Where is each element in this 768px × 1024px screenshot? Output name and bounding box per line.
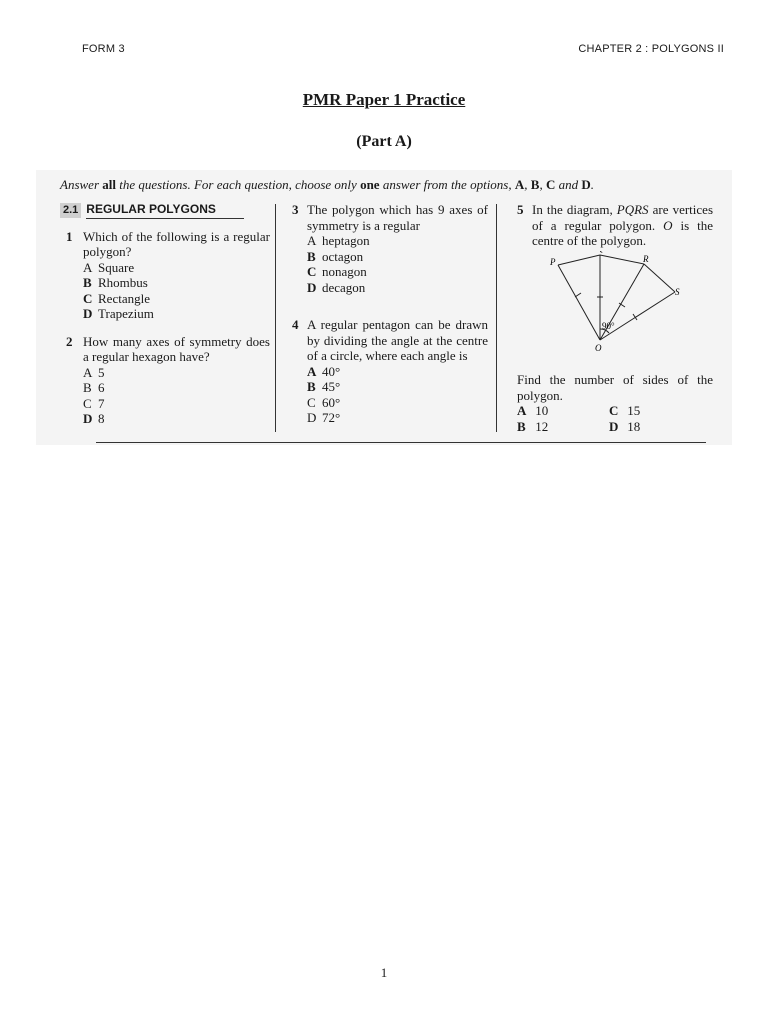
option-letter: D bbox=[83, 306, 93, 321]
column-1 bbox=[60, 202, 270, 427]
option-a[interactable] bbox=[517, 403, 609, 419]
question-5 bbox=[517, 202, 713, 249]
question-4 bbox=[292, 317, 488, 426]
section-title: REGULAR POLYGONS bbox=[86, 202, 244, 219]
options-grid bbox=[517, 403, 713, 434]
option-b[interactable] bbox=[307, 249, 488, 265]
instr-part: answer from the options, bbox=[379, 177, 515, 192]
option-text: Trapezium bbox=[98, 306, 154, 321]
section-bottom-rule bbox=[96, 442, 706, 443]
question-stem: The polygon which has 9 axes of symmetry is a regular bbox=[307, 202, 488, 233]
option-c[interactable] bbox=[83, 291, 270, 307]
question-1 bbox=[60, 229, 270, 322]
option-text: 40° bbox=[322, 363, 341, 379]
option-text: nonagon bbox=[322, 264, 367, 279]
option-c[interactable] bbox=[307, 264, 488, 280]
option-c[interactable] bbox=[83, 396, 270, 412]
option-letter: C bbox=[83, 395, 92, 411]
section-heading bbox=[60, 202, 270, 219]
option-letter: B bbox=[517, 418, 526, 434]
option-text: heptagon bbox=[322, 233, 370, 248]
question-number: 3 bbox=[292, 202, 299, 217]
option-text: 45° bbox=[322, 379, 341, 394]
option-b[interactable] bbox=[517, 419, 609, 435]
option-letter: D bbox=[307, 279, 317, 295]
polygon-sector-diagram bbox=[517, 251, 707, 369]
page-title bbox=[0, 90, 768, 110]
label-r: R bbox=[643, 253, 649, 264]
page-title-text: PMR Paper 1 Practice bbox=[302, 90, 466, 109]
instr-bold: B bbox=[530, 177, 540, 192]
option-letter: B bbox=[83, 275, 92, 290]
question-stem: A regular pentagon can be drawn by dividing the angle at the centre of a circle, where each angle is bbox=[307, 317, 488, 363]
section-badge: 2.1 bbox=[60, 203, 81, 219]
column-divider bbox=[496, 204, 497, 432]
option-text: decagon bbox=[322, 279, 366, 295]
stem-part: are vertices of a regular polygon. bbox=[532, 202, 713, 233]
question-number: 4 bbox=[292, 317, 299, 332]
option-letter: A bbox=[307, 363, 317, 379]
option-letter: C bbox=[307, 394, 316, 410]
instr-part: . bbox=[590, 177, 594, 192]
instr-part: , bbox=[524, 177, 531, 192]
instr-bold: A bbox=[514, 177, 525, 192]
option-text: Square bbox=[98, 259, 135, 275]
option-b[interactable] bbox=[307, 379, 488, 395]
option-letter: B bbox=[307, 379, 316, 394]
stem-italic: O bbox=[663, 217, 673, 233]
instr-part: , bbox=[539, 177, 546, 192]
page-number: 1 bbox=[380, 965, 388, 980]
instr-part: and bbox=[555, 177, 582, 192]
option-text: 10 bbox=[535, 403, 549, 418]
option-a[interactable] bbox=[307, 364, 488, 380]
column-divider bbox=[275, 204, 276, 432]
option-c[interactable] bbox=[609, 403, 689, 419]
instr-part: Answer bbox=[60, 177, 103, 192]
header-chapter: CHAPTER 2 : POLYGONS II bbox=[578, 43, 724, 55]
option-text: 18 bbox=[627, 418, 641, 434]
instr-bold: C bbox=[545, 177, 556, 192]
option-letter: B bbox=[83, 380, 92, 395]
option-text: 7 bbox=[98, 395, 105, 411]
column-2 bbox=[292, 202, 488, 426]
instr-part: the questions. For each question, choose only bbox=[115, 177, 361, 192]
question-2 bbox=[60, 334, 270, 427]
option-letter: C bbox=[83, 290, 93, 306]
question-stem: How many axes of symmetry does a regular hexagon have? bbox=[83, 333, 270, 364]
label-p: P bbox=[550, 256, 556, 267]
option-d[interactable] bbox=[609, 419, 689, 435]
column-3 bbox=[517, 202, 713, 434]
stem-part: is the centre of the polygon. bbox=[532, 217, 713, 248]
instr-bold: D bbox=[581, 177, 591, 192]
option-text: Rectangle bbox=[98, 290, 150, 306]
option-text: Rhombus bbox=[98, 275, 148, 290]
option-letter: D bbox=[609, 418, 619, 434]
option-text: 72° bbox=[322, 410, 341, 425]
question-number: 2 bbox=[66, 333, 73, 349]
option-d[interactable] bbox=[83, 411, 270, 427]
option-letter: B bbox=[307, 248, 316, 264]
label-q bbox=[597, 251, 604, 253]
option-d[interactable] bbox=[83, 306, 270, 322]
instr-bold: one bbox=[360, 177, 380, 192]
question-stem bbox=[532, 202, 713, 249]
option-letter: A bbox=[83, 364, 93, 380]
page-subtitle: (Part A) bbox=[356, 133, 412, 150]
option-d[interactable] bbox=[307, 410, 488, 426]
question-number: 1 bbox=[66, 228, 73, 244]
option-a[interactable] bbox=[83, 260, 270, 276]
question-3 bbox=[292, 202, 488, 295]
option-text: 60° bbox=[322, 394, 341, 410]
sector-lines bbox=[558, 255, 675, 340]
stem-part: In the diagram, bbox=[532, 202, 617, 217]
header-form: FORM 3 bbox=[82, 43, 125, 55]
option-b[interactable] bbox=[83, 380, 270, 396]
option-letter: D bbox=[83, 411, 93, 426]
option-text: 8 bbox=[98, 411, 105, 426]
instructions bbox=[60, 177, 594, 193]
label-s: S bbox=[675, 286, 680, 297]
option-c[interactable] bbox=[307, 395, 488, 411]
option-letter: A bbox=[307, 233, 317, 248]
option-text: 12 bbox=[535, 418, 549, 434]
stem-italic: PQRS bbox=[616, 202, 649, 217]
option-a[interactable] bbox=[307, 233, 488, 249]
option-letter: D bbox=[307, 410, 317, 425]
option-text: 5 bbox=[98, 364, 105, 380]
option-text: octagon bbox=[322, 248, 364, 264]
option-letter: C bbox=[307, 264, 317, 279]
option-d[interactable] bbox=[307, 280, 488, 296]
question-stem: Which of the following is a regular polygon? bbox=[83, 228, 270, 259]
instr-bold: all bbox=[102, 177, 116, 192]
option-letter: C bbox=[609, 403, 619, 418]
option-letter: A bbox=[517, 403, 527, 418]
option-a[interactable] bbox=[83, 365, 270, 381]
angle-label: 90° bbox=[602, 320, 615, 331]
question-prompt: Find the number of sides of the polygon. bbox=[517, 372, 713, 403]
question-number: 5 bbox=[517, 202, 524, 217]
option-text: 15 bbox=[627, 403, 641, 418]
label-o: O bbox=[595, 342, 602, 353]
option-b[interactable] bbox=[83, 275, 270, 291]
option-letter: A bbox=[83, 259, 93, 275]
option-text: 6 bbox=[98, 380, 105, 395]
